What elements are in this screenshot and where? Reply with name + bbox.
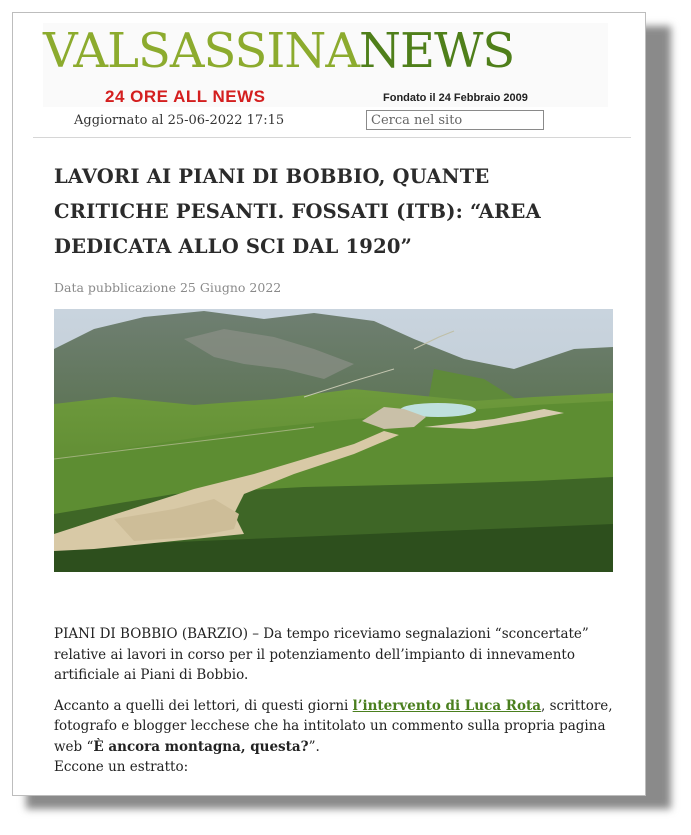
article-headline: LAVORI AI PIANI DI BOBBIO, QUANTE CRITICHE PESANTI. FOSSATI (ITB): “AREA DEDICATA ALLO SCI DAL 1920” [54, 165, 541, 258]
article-body [54, 624, 614, 788]
masthead[interactable] [43, 23, 608, 107]
article-paragraph-1: PIANI DI BOBBIO (BARZIO) – Da tempo riceviamo segnalazioni “sconcertate” relative ai lavori in corso per il potenziamento dell’impianto di innevamento artificiale ai Piani di Bobbio. [54, 626, 589, 683]
logo-valsassina: VALSASSINA [43, 23, 360, 79]
article-photo [54, 309, 613, 572]
last-updated: Aggiornato al 25-06-2022 17:15 [74, 113, 285, 128]
quoted-title: È ancora montagna, questa? [93, 738, 309, 755]
header-divider [33, 137, 631, 138]
founded-date: Fondato il 24 Febbraio 2009 [383, 92, 528, 104]
logo-news: NEWS [359, 23, 515, 79]
tagline: 24 ORE ALL NEWS [105, 87, 266, 106]
publication-date: Data pubblicazione 25 Giugno 2022 [54, 280, 282, 295]
luca-rota-link[interactable]: l’intervento di Luca Rota [352, 697, 541, 714]
article-paragraph-2: Accanto a quelli dei lettori, di questi giorni l’intervento di Luca Rota, scrittore, fotografo e blogger lecchese che ha intitolato un commento sulla propria pagina web “È ancora montagna, questa?”. Eccone un estratto: [54, 697, 613, 775]
mountain-ski-slope-photo-icon [54, 309, 613, 572]
page-frame [12, 12, 646, 796]
article-paragraph-3: Eccone un estratto: [54, 759, 189, 775]
search-input[interactable] [366, 110, 544, 130]
site-logo[interactable] [43, 21, 608, 81]
